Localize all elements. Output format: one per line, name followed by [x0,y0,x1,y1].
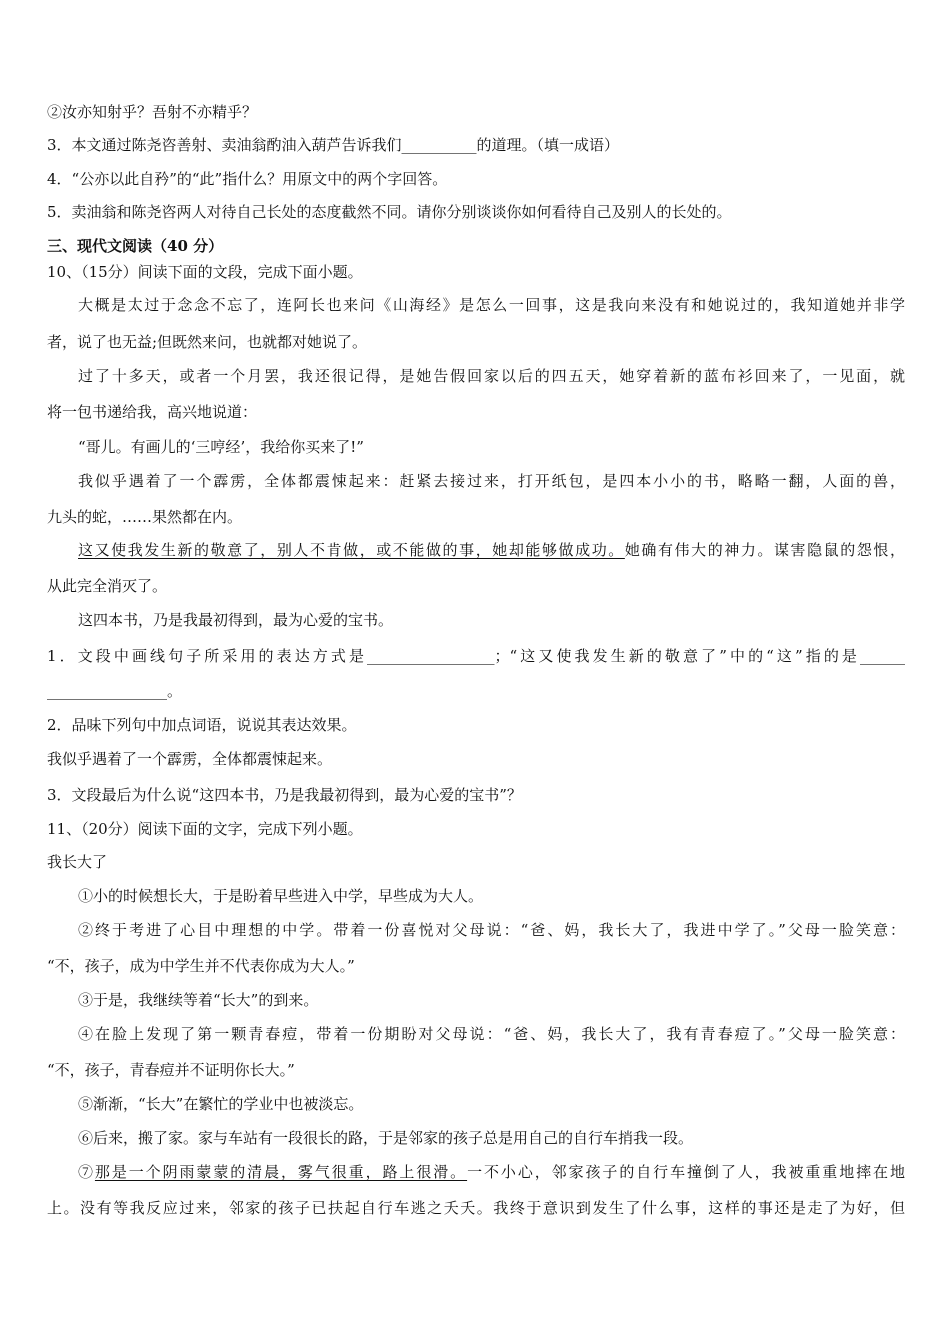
text-line [47,576,905,596]
text-line [47,471,905,491]
text-line [47,715,905,735]
text-line [47,437,905,457]
text-segment: 3．本文通过陈尧咨善射、卖油翁酌油入葫芦告诉我们__________的道理。（填一成语） [47,136,620,154]
text-line [47,785,905,805]
text-line [47,610,905,630]
text-line [47,1162,905,1182]
text-segment: “不，孩子，成为中学生并不代表你成为大人。” [47,957,355,975]
text-line [47,819,905,839]
text-line [47,1024,905,1044]
text-segment: 4．“公亦以此自矜”的“此”指什么？用原文中的两个字回答。 [47,170,448,188]
text-line [47,990,905,1010]
text-line [47,920,905,940]
text-segment: 者，说了也无益;但既然来问，也就都对她说了。 [47,333,368,351]
text-line [47,886,905,906]
text-segment: ④在脸上发现了第一颗青春痘，带着一份期盼对父母说：“爸、妈，我长大了，我有青春痘了。”父母一脸笑意： [78,1025,905,1043]
text-segment: 过了十多天，或者一个月罢，我还很记得，是她告假回家以后的四五天，她穿着新的蓝布衫回来了，一见面，就 [78,367,905,385]
text-segment: ②汝亦知射乎？吾射不亦精乎？ [47,103,258,121]
section-heading [47,236,905,256]
text-line [47,540,905,560]
text-segment: 我长大了 [47,853,108,871]
text-segment: ①小的时候想长大，于是盼着早些进入中学，早些成为大人。 [78,887,484,905]
text-segment: 1．文段中画线句子所采用的表达方式是_________________；“这又使我发生新的敬意了”中的“这”指的是______ [47,647,905,665]
text-segment: 我似乎遇着了一个霹雳，全体都震悚起来：赶紧去接过来，打开纸包，是四本小小的书，略略一翻，人面的兽， [78,472,905,490]
text-line [47,956,905,976]
text-line [47,681,905,701]
text-line [47,507,905,527]
text-line [47,295,905,315]
text-segment: 这四本书，乃是我最初得到，最为心爱的宝书。 [78,611,394,629]
text-segment: ⑤渐渐，“长大”在繁忙的学业中也被淡忘。 [78,1095,364,1113]
text-segment: 11、（20分）阅读下面的文字，完成下列小题。 [47,820,363,838]
text-segment: ⑥后来，搬了家。家与车站有一段很长的路，于是邻家的孩子总是用自己的自行车捎我一段。 [78,1129,694,1147]
text-line [47,102,905,122]
text-segment: 上。没有等我反应过来，邻家的孩子已扶起自行车逃之夭夭。我终于意识到发生了什么事，这样的事还是走了为好，但 [47,1199,905,1217]
text-line [47,262,905,282]
text-line [47,202,905,222]
text-line [47,1094,905,1114]
text-line [47,332,905,352]
text-segment: 从此完全消灭了。 [47,577,168,595]
underlined-text: 那是一个阴雨蒙蒙的清晨，雾气很重，路上很滑。 [94,1163,468,1181]
text-line [47,169,905,189]
text-segment: 5．卖油翁和陈尧咨两人对待自己长处的态度截然不同。请你分别谈谈你如何看待自己及别人的长处的。 [47,203,732,221]
text-line [47,749,905,769]
text-segment: ________________。 [47,682,183,700]
text-segment: “不，孩子，青春痘并不证明你长大。” [47,1061,295,1079]
text-segment: 2．品味下列句中加点词语，说说其表达效果。 [47,716,357,734]
text-line [47,1198,905,1218]
text-line [47,646,905,666]
text-segment: 大概是太过于念念不忘了，连阿长也来问《山海经》是怎么一回事，这是我向来没有和她说过的，我知道她并非学 [78,296,905,314]
text-segment: 一不小心，邻家孩子的自行车撞倒了人，我被重重地摔在地 [467,1163,905,1181]
text-line [47,135,905,155]
text-segment: 我似乎遇着了一个霹雳，全体都震悚起来。 [47,750,333,768]
text-line [47,1128,905,1148]
underlined-text: 这又使我发生新的敬意了，别人不肯做，或不能做的事，她却能够做成功。 [78,541,625,559]
text-segment: ③于是，我继续等着“长大”的到来。 [78,991,319,1009]
text-segment: “哥儿。有画儿的‘三哼经’，我给你买来了!” [78,438,364,456]
text-segment: 将一包书递给我，高兴地说道： [47,403,258,421]
text-line [47,366,905,386]
text-segment: 九头的蛇，……果然都在内。 [47,508,243,526]
text-segment: ⑦ [78,1163,95,1181]
text-line [47,1060,905,1080]
text-segment: ②终于考进了心目中理想的中学。带着一份喜悦对父母说：“爸、妈，我长大了，我进中学了。”父母一脸笑意： [78,921,905,939]
text-line [47,402,905,422]
text-segment: 3．文段最后为什么说“这四本书，乃是我最初得到，最为心爱的宝书”？ [47,786,522,804]
text-segment: 三、现代文阅读（40 分） [47,237,224,255]
text-line [47,852,905,872]
text-segment: 她确有伟大的神力。谋害隐鼠的怨恨， [624,541,905,559]
text-segment: 10、（15分）间读下面的文段，完成下面小题。 [47,263,363,281]
